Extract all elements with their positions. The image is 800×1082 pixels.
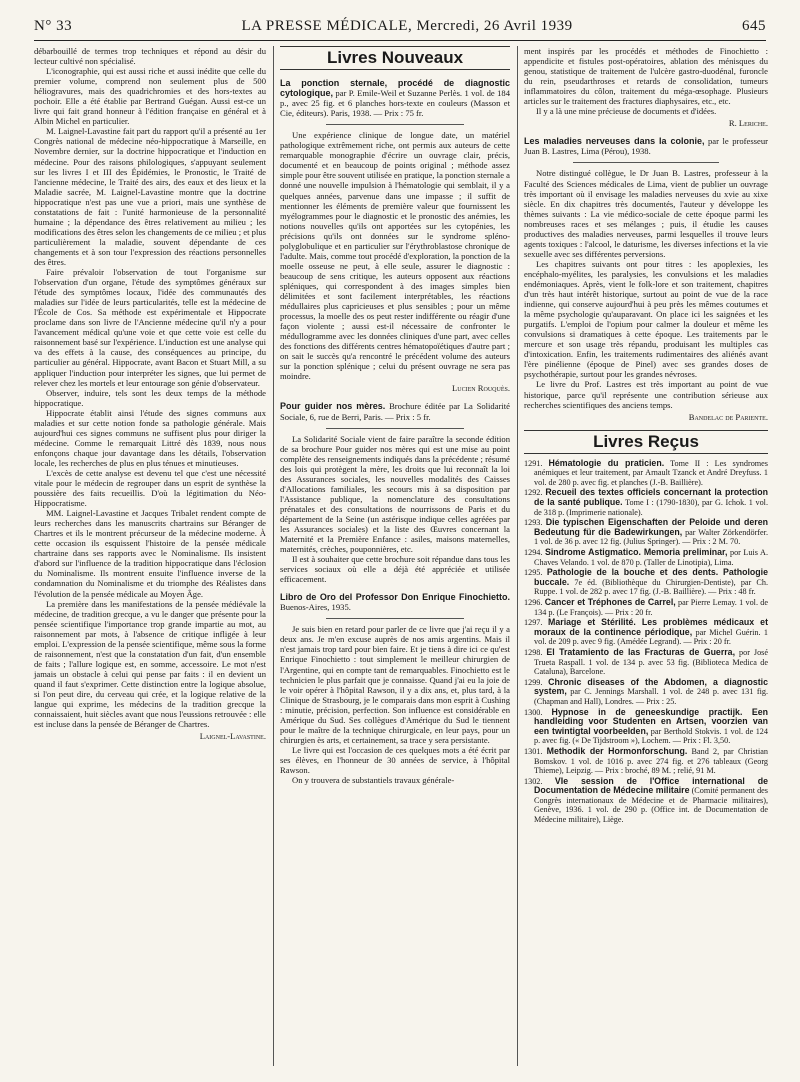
review-signature: Bandelac de Pariente. — [688, 411, 768, 422]
review-heading — [280, 401, 510, 421]
book-details: par Michel Guérin. 1 vol. de 209 p. avec 9 fig. (Amédée Legrand). — Prix : 20 fr. — [534, 627, 768, 647]
book-number: 1299. — [524, 677, 543, 687]
review-body: Les chapitres suivants ont pour titres : les apoplexies, les encéphalo-myélites, les paralysies, les convulsions et les maladies endémoniaques. Après, vient le folk-lore et son traitement, chapitres d'un très haut intérêt historique, surtout au point de vue de la race indienne, qui conserve aujourd'hui à peu près les mêmes coutumes et la même psychologie qu'auparavant. On place ici les saignées et les purgatifs. L'emploi de l'opium pour calmer la douleur et même les convulsions si dramatiques à cette époque. Les traitements par le mercure et son usage très répandu, produisant les multiples cas d'intoxication. Enfin, les traitements rudimentaires des aliénés avant l'ère pinélienne (époque de Pinel) avec ses grandes doses de psychothérapie, surtout pour les grandes névroses. — [524, 258, 768, 380]
book-title: Hématologie du praticien. — [548, 457, 665, 468]
book-entry — [524, 648, 768, 677]
review-title: Libro de Oro del Professor Don Enrique Finochietto. — [280, 592, 510, 603]
book-entry — [524, 598, 768, 617]
book-number: 1295. — [524, 568, 543, 578]
paragraph: Faire prévaloir l'observation de tout l'organisme sur l'observation d'un organe, l'étude des symptômes généraux sur l'étude des symptômes locaux, l'idée des communautés des maladies sur l'idée de leurs particularités, telle est la médecine de l'École de Cos. Sa méthode est expérimentale et Hippocrate proclame dans son livre de l'Ancienne médecine qu'il n'y a pour l'avancement médical qu'une voie et que cette voie est celle du raisonnement basé sur l'expérience. L'induction est une analyse qui va des effets à la cause, des conséquences au principe, du particulier au général. Hippocrate, avant Bacon et Stuart Mill, a su appliquer l'induction pour interpréter les signes, que lui permet de relever chez les mortels et leur entourage son génie d'observateur. — [34, 267, 266, 388]
book-number: 1297. — [524, 618, 543, 628]
review-body: Je suis bien en retard pour parler de ce livre que j'ai reçu il y a deux ans. Je m'en excuse auprès de nos amis argentins. Mais il n'est jamais trop tard pour bien faire. Et je tiens à dire ici ce qu'est Enrique Finochietto : tout simplement le meilleur chirurgien de l'Argentine, qui en compte tant de remarquables. Finochietto est le technicien le plus parfait que je connaisse. Quand j'ai eu la joie de le voir opérer à l'hôpital Rawson, il y a dix ans, et, plus tard, à la Clinique de Strasbourg, je le comparais dans mon esprit à Cushing : minutie, précision, perfection. Son influence est considérable en Amérique du Sud. Ses collègues d'Amérique du Sud le tiennent pour le maître de la technique chirurgicale, en leur pays, pour un chirurgien ès arts, et certainement, sa trace y sera persistante. — [280, 624, 510, 745]
paragraph: La première dans les manifestations de la pensée médiévale la médecine, de tradition grecque, a vu le danger que présente pour la pensée scientifique l'importance trop grande impartie au mot, au raisonnement par mots, à l'absence de critique infligée à leur emploi. L'expression de la pensée scientifique, même sous la forme de raisonnement, n'est que la constatation d'un fait, d'un ensemble de faits ; l'allure logique est, en somme, accessoire. Le mot n'est jamais un obstacle à celui qui pense par faits : il en devient un quand il faut s'exprimer. Cette distinction entre la logique absolue, si l'on peut dire, du cerveau qui crée, et la logique relative de la langue qui exprime, les médecins de la tradition grecque la connaissaient, huit siècles avant que nous l'eussions retrouvée : elle est incluse dans la pensée de Béranger de Chartres. — [34, 598, 266, 730]
review-heading — [280, 592, 510, 612]
book-title: Pathologie de la bouche et des dents. Pathologie buccale. — [534, 567, 768, 587]
book-title: VIe session de l'Office international de Documentation de Médecine militaire — [534, 775, 769, 796]
column-divider — [273, 46, 274, 1066]
review-body: Une expérience clinique de longue date, un matériel pathologique extrêmement riche, ont permis aux auteurs de cette remarquable monographie d'écrire un ouvrage clair, précis, documenté et en beaucoup de points original ; méthode assez simple pour être souvent utilisée en pratique, la ponction sternale a donné une nouvelle impulsion à l'hématologie qui semblait, il y a quelques années, parvenue dans une impasse ; il suffit de mentionner les éléments de première valeur que fournissent les myélogrammes pour le diagnostic et le pronostic des anémies, les notions nouvelles qu'ils ont apportées sur les cytopénies, les précisions qu'ils ont données sur le syndrome spléno-polyglobulique et en particulier sur l'érythroblastose chronique de l'adulte. Mais, comme tout procédé d'exploration, la ponction de la moelle osseuse ne peut, à elle seule, assurer le diagnostic : beaucoup de sens critique, les auteurs opposent aux réactions spléniques, qui correspondent à des images simples bien délimitées et sont facilement interprétables, les réactions médullaires plus capricieuses et plus sensibles ; pour un même processus, la moelle des os peut rester indifférente ou réagir d'une façon violente ; aussi est-il nécessaire de confronter le médullogramme avec les données cliniques d'une part, avec celles des fonctions des différents centres hématopoïétiques d'autre part ; on sait le succès qu'a rencontré le précédent volume des auteurs sur la ponction splénique ; celui du présent ouvrage ne sera pas moindre. — [280, 130, 510, 382]
review-pour-guider-nos-meres — [280, 401, 510, 584]
book-number: 1293. — [524, 518, 543, 528]
journal-title: LA PRESSE MÉDICALE, Mercredi, 26 Avril 1939 — [241, 18, 573, 34]
paragraph: Il y a là une mine précieuse de documents et d'idées. — [536, 106, 717, 117]
author-signature: R. Leriche. — [728, 118, 768, 129]
paragraph: M. Laignel-Lavastine fait part du rapport qu'il a présenté au 1er Congrès national de médecine néo-hippocratique à Marseille, en Novembre dernier, sur la doctrine hippocratique et l'induction en médecine. Pour des raisons philologiques, s'appuyant seulement sur les livres I et III des Épidémies, le Pronostic, le Traité de l'ancienne médecine, le Traité des airs, des eaux et des lieux et la Maladie sacrée, M. Laignel-Lavastine montre que la doctrine hippocratique n'est pas une vue a priori, mais une synthèse de constatations de fait : l'unité harmonieuse de la personnalité humaine ; la dépendance des êtres relativement au milieu ; les modifications des êtres selon les changements de ce milieu ; et plus particulièrement la maladie, souvent dépendante de ces changements et à son tour l'expression des réactions personnelles des êtres. — [34, 126, 266, 267]
paragraph: L'iconographie, qui est aussi riche et aussi inédite que celle du premier volume, comprend non seulement plus de 500 héliogravures, mais des quadrichromies et des hors-textes au pochoir. Elle a été établie par Bertrand Guégan. Aussi est-ce un livre qui fait grand honneur à l'édition française en général et à Albin Michel en particulier. — [34, 66, 266, 127]
review-meta: Buenos-Aires, 1935. — [280, 602, 351, 613]
review-heading — [524, 136, 768, 156]
review-libro-de-oro — [280, 592, 510, 785]
book-entry — [524, 488, 768, 517]
book-details: Band 2, par Christian Bomskov. 1 vol. de 1016 p. avec 274 fig. et 276 tableaux (Georg Thieme), Leipzig. — Prix : broché, 89 M. ; relié, 91 M. — [534, 746, 768, 776]
books-received-list — [524, 459, 768, 825]
book-title: Recueil des textes officiels concernant la protection de la santé publique. — [534, 487, 769, 508]
book-entry — [524, 568, 768, 597]
book-number: 1301. — [524, 746, 543, 756]
paragraph: L'excès de cette analyse est devenu tel que c'est une nécessité vitale pour le médecin de regrouper dans un esprit de synthèse la poussière des faits recueillis. D'où la légitimation du Néo-Hippocratisme. — [34, 467, 266, 509]
review-meta: par le professeur Juan B. Lastres, Lima (Pérou), 1938. — [524, 136, 768, 157]
review-title: Les maladies nerveuses dans la colonie, — [524, 136, 705, 147]
review-body: Le livre du Prof. Lastres est très important au point de vue historique, parce qu'il représente une contribution sérieuse aux recherches scientifiques des anciens temps. — [524, 379, 768, 410]
page-number: 645 — [742, 18, 766, 34]
book-entry — [524, 518, 768, 547]
book-number: 1291. — [524, 458, 543, 468]
book-title: Die typischen Eigenschaften der Peloide und deren Bedeutung für die Badewirkungen, — [534, 517, 768, 537]
book-title: Methodik der Hormonforschung. — [546, 745, 688, 756]
paragraph: MM. Laignel-Lavastine et Jacques Tribalet rendent compte de leurs recherches dans les manuscrits chartrains sur Béranger de Chartres et ils le montrent précurseur de la médecine moderne. À cette occasion ils esquissent l'histoire de la pensée médicale chartraine dans ses rapports avec le Nominalisme. Ils insistent d'abord sur l'influence de la tradition hippocratique dans l'éclosion du Nominalisme. Ils montrent ensuite l'influence inverse de la condamnation du Nominalisme et du triomphe des Réalistes dans l'évolution de la pensée médicale au Moyen Âge. — [34, 508, 266, 599]
book-title: Hypnose in de geneeskundige practijk. Een handleiding voor Studenten en Artsen, voorzien van een twintigtal voorbeelden, — [534, 706, 768, 736]
book-details: por José Trueta Raspall. 1 vol. de 134 p. avec 53 fig. (Biblioteca Medica de Cataluna), Barcelone. — [534, 647, 768, 677]
book-number: 1294. — [524, 548, 543, 558]
column-divider — [517, 46, 518, 1066]
book-number: 1302. — [524, 776, 543, 786]
column-1 — [34, 46, 266, 741]
book-details: (Comité permanent des Congrès internationaux de Médecine et de Pharmacie militaires), Genève, 1936. 1 vol. de 290 p. (Office int. de Documentation de Médecine militaire), Liège. — [534, 786, 768, 825]
book-entry — [524, 747, 768, 776]
divider — [326, 428, 464, 429]
review-ponction-sternale — [280, 78, 510, 393]
book-title: Sindrome Astigmatico. Memoria preliminar, — [544, 547, 728, 558]
page-header — [34, 18, 766, 38]
paragraph: ment inspirés par les procédés et méthodes de Finochietto : appendicite et fistules post-opératoires, ablation des ménisques du genou, statistique de traitement de l'ulcère gastro-duodénal, furoncle du rein, pseudarthroses et retards de consolidation, tumeurs inflammatoires du côlon, traitement du méga-œsophage. Plusieurs articles sur le traitement des fractures diaphysaires, etc., etc. — [524, 46, 768, 107]
book-details: par C. Jennings Marshall. 1 vol. de 248 p. avec 131 fig. (Chapman and Hall), Londres. — Prix : 25. — [534, 687, 768, 706]
header-rule — [34, 40, 766, 41]
book-entry — [524, 678, 768, 707]
book-entry — [524, 618, 768, 647]
review-body: Notre distingué collègue, le Dr Juan B. Lastres, professeur à la Faculté des Sciences médicales de Lima, vient de publier un ouvrage très important où il envisage les maladies nerveuses du xvie au xixe siècle. En dix chapitres très documentés, l'auteur y développe les thèmes suivants : La vie médico-sociale de cette époque parmi les nombreuses races et ses mélanges ; puis, il étudie les causes productives des maladies nerveuses, parmi lesquelles il trouve leurs agents toxiques : l'alcool, le daturisme, les diverses infections et la vie sexuelle avec ses différentes perversions. — [524, 168, 768, 259]
section-title-livres-nouveaux: Livres Nouveaux — [280, 46, 510, 70]
book-details: Tome II : Les syndromes anémiques et leur traitement, par Arnault Tzanck et André Dreyfuss. 1 vol. de 280 p. avec fig. et planches (J.-B. Baillière). — [534, 458, 768, 487]
review-title: La ponction sternale, procédé de diagnostic cytologique, — [280, 78, 510, 99]
book-number: 1292. — [524, 488, 543, 498]
book-details: 7e éd. (Bibliothèque du Chirurgien-Dentiste), par Ch. Ruppe. 1 vol. de 282 p. avec 17 fig. (J.-B. Baillière). — Prix : 48 fr. — [534, 577, 769, 597]
review-body: On y trouvera de substantiels travaux générale- — [292, 775, 455, 786]
column-3 — [524, 46, 768, 825]
book-title: Chronic diseases of the Abdomen, a diagnostic system, — [534, 676, 769, 697]
review-maladies-nerveuses — [524, 136, 768, 421]
review-body: Le livre qui est l'occasion de ces quelques mots a été écrit par ses élèves, en l'honneur de 30 années de service, à l'hôpital Rawson. — [280, 744, 510, 775]
book-details: Tome I : (1790-1830), par G. Ichok. 1 vol. de 318 p. (Imprimerie nationale). — [534, 498, 768, 517]
divider — [326, 124, 464, 125]
book-entry — [524, 708, 768, 746]
section-title-livres-recus: Livres Reçus — [524, 430, 768, 454]
review-body: Il est à souhaiter que cette brochure soit répandue dans tous les services sociaux où elle a déjà été appréciée et utilisée efficacement. — [280, 554, 510, 585]
paragraph: débarbouillé de termes trop techniques et répond au désir du lecteur cultivé non spécialisé. — [34, 46, 266, 67]
book-number: 1296. — [524, 598, 543, 607]
review-body: La Solidarité Sociale vient de faire paraître la seconde édition de sa brochure Pour guider nos mères qui est une mise au point complète des renseignements indiqués dans la précédente ; résumé des lois qui protègent la mère, les droits que lui reconnaît la loi des Assurances sociales, les nouvelles modalités des Caisses d'Allocations familiales, les secours mis à sa disposition par l'Assistance publique, la nomenclature des consultations prénatales et des consultations de nourrissons de Paris et du département de la Seine (un astérisque indique celles agréées par les Assurances sociales) et la liste des Œuvres concernant la Maternité et la Première Enfance : asiles, maisons maternelles, maternités, crèches, pouponnières, etc. — [280, 433, 510, 555]
book-details: par Berthold Stokvis. 1 vol. de 124 p. avec fig. (« De Tijdstroom »), Lochem. — Prix : Fl. 3,50. — [534, 726, 768, 746]
author-signature: Laignel-Lavastine. — [199, 731, 266, 742]
review-title: Pour guider nos mères. — [280, 401, 386, 412]
review-meta: par P. Emile-Weil et Suzanne Perlès. 1 vol. de 184 p., avec 25 fig. et 6 planches hors-texte en couleurs (Masson et Cie, éditeurs). Paris, 1938. — Prix : 75 fr. — [280, 88, 510, 119]
book-title: El Tratamiento de las Fracturas de Guerra, — [546, 646, 736, 657]
review-signature: Lucien Rouquès. — [452, 383, 510, 394]
book-number: 1298. — [524, 647, 543, 657]
book-details: por Luis A. Chaves Velando. 1 vol. de 870 p. (Taller de Linotipia), Lima. — [534, 548, 768, 567]
issue-number: N° 33 — [34, 18, 73, 34]
divider — [573, 162, 719, 163]
book-details: par Walter Zörkendörfer. 1 vol. de 36 p. avec 12 fig. (Julius Springer). — Prix : 2 M. 70. — [534, 527, 768, 547]
book-entry — [524, 548, 768, 567]
review-heading — [280, 78, 510, 118]
paragraph: Observer, induire, tels sont les deux temps de la méthode hippocratique. — [34, 387, 266, 408]
book-entry — [524, 777, 768, 825]
book-title: Mariage et Stérilité. Les problèmes médicaux et moraux de la continence périodique, — [534, 617, 768, 637]
review-meta: Brochure éditée par La Solidarité Sociale, 6, rue de Berri, Paris. — Prix : 5 fr. — [280, 401, 510, 422]
book-details: par Pierre Lemay. 1 vol. de 134 p. (Le François). — Prix : 20 fr. — [534, 598, 769, 617]
divider — [326, 618, 464, 619]
book-title: Cancer et Tréphones de Carrel, — [544, 597, 676, 607]
paragraph: Hippocrate établit ainsi l'étude des signes communs aux maladies et sur cette notion fonde sa pathologie générale. Mais aujourd'hui ces signes communs ne suffisent plus pour diriger la médecine. Comme le remarquait Littré dès 1839, nous nous enfonçons chaque jour davantage dans les détails, l'observation locale, les recherches de plus en plus ténues et minutieuses. — [34, 407, 266, 468]
column-2 — [280, 46, 510, 785]
book-entry — [524, 459, 768, 488]
book-number: 1300. — [524, 707, 543, 717]
